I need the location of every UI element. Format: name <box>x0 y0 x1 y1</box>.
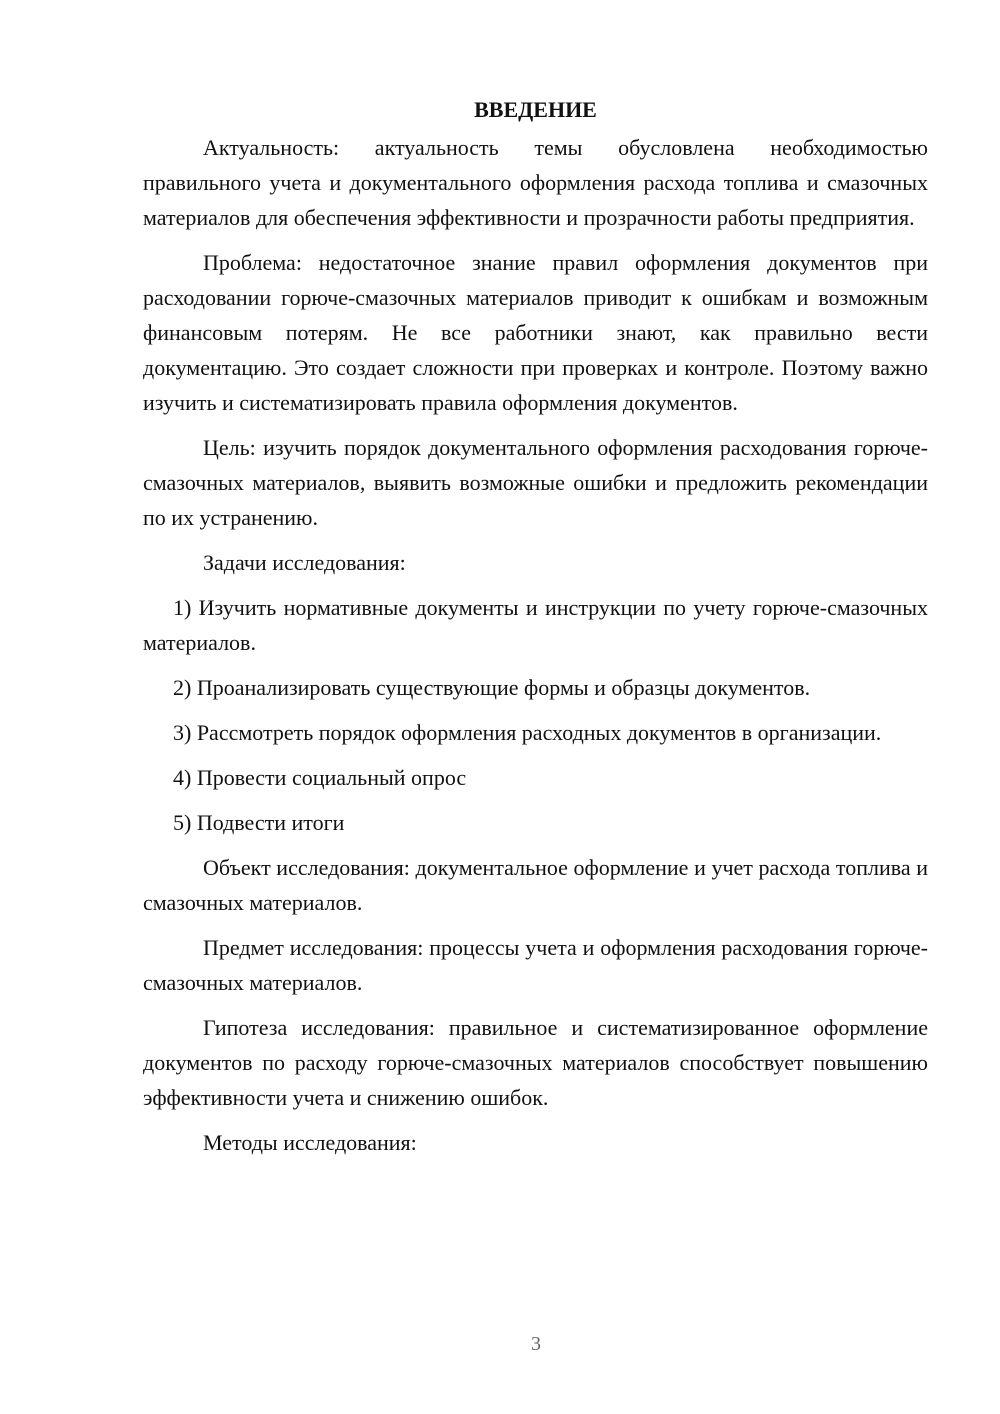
problem-paragraph: Проблема: недостаточное знание правил оформления документов при расходовании горюче-смазочных материалов приводит к ошибкам и возможным финансовым потерям. Не все работники знают, как правильно вести документацию. Это создает сложности при проверках и контроле. Поэтому важно изучить и систематизировать правила оформления документов. <box>143 250 928 415</box>
list-item: 5) Подвести итоги <box>173 810 345 835</box>
list-item: 4) Провести социальный опрос <box>173 765 467 790</box>
document-page <box>143 92 928 1170</box>
page-title: ВВЕДЕНИЕ <box>474 97 597 122</box>
list-item: 2) Проанализировать существующие формы и образцы документов. <box>173 675 811 700</box>
goal-paragraph: Цель: изучить порядок документального оформления расходования горюче-смазочных материалов, выявить возможные ошибки и предложить рекомендации по их устранению. <box>143 435 928 530</box>
methods-heading: Методы исследования: <box>203 1130 417 1155</box>
hypothesis-paragraph: Гипотеза исследования: правильное и систематизированное оформление документов по расходу горюче-смазочных материалов способствует повышению эффективности учета и снижению ошибок. <box>143 1015 928 1110</box>
subject-paragraph: Предмет исследования: процессы учета и оформления расходования горюче-смазочных материалов. <box>143 935 928 995</box>
relevance-paragraph: Актуальность: актуальность темы обусловлена необходимостью правильного учета и документального оформления расхода топлива и смазочных материалов для обеспечения эффективности и прозрачности работы предприятия. <box>143 135 928 230</box>
tasks-heading: Задачи исследования: <box>203 550 406 575</box>
tasks-list <box>143 590 928 840</box>
object-paragraph: Объект исследования: документальное оформление и учет расхода топлива и смазочных материалов. <box>143 855 928 915</box>
list-item: 3) Рассмотреть порядок оформления расходных документов в организации. <box>173 720 882 745</box>
page-number: 3 <box>531 1333 541 1355</box>
list-item: 1) Изучить нормативные документы и инструкции по учету горюче-смазочных материалов. <box>143 595 928 655</box>
